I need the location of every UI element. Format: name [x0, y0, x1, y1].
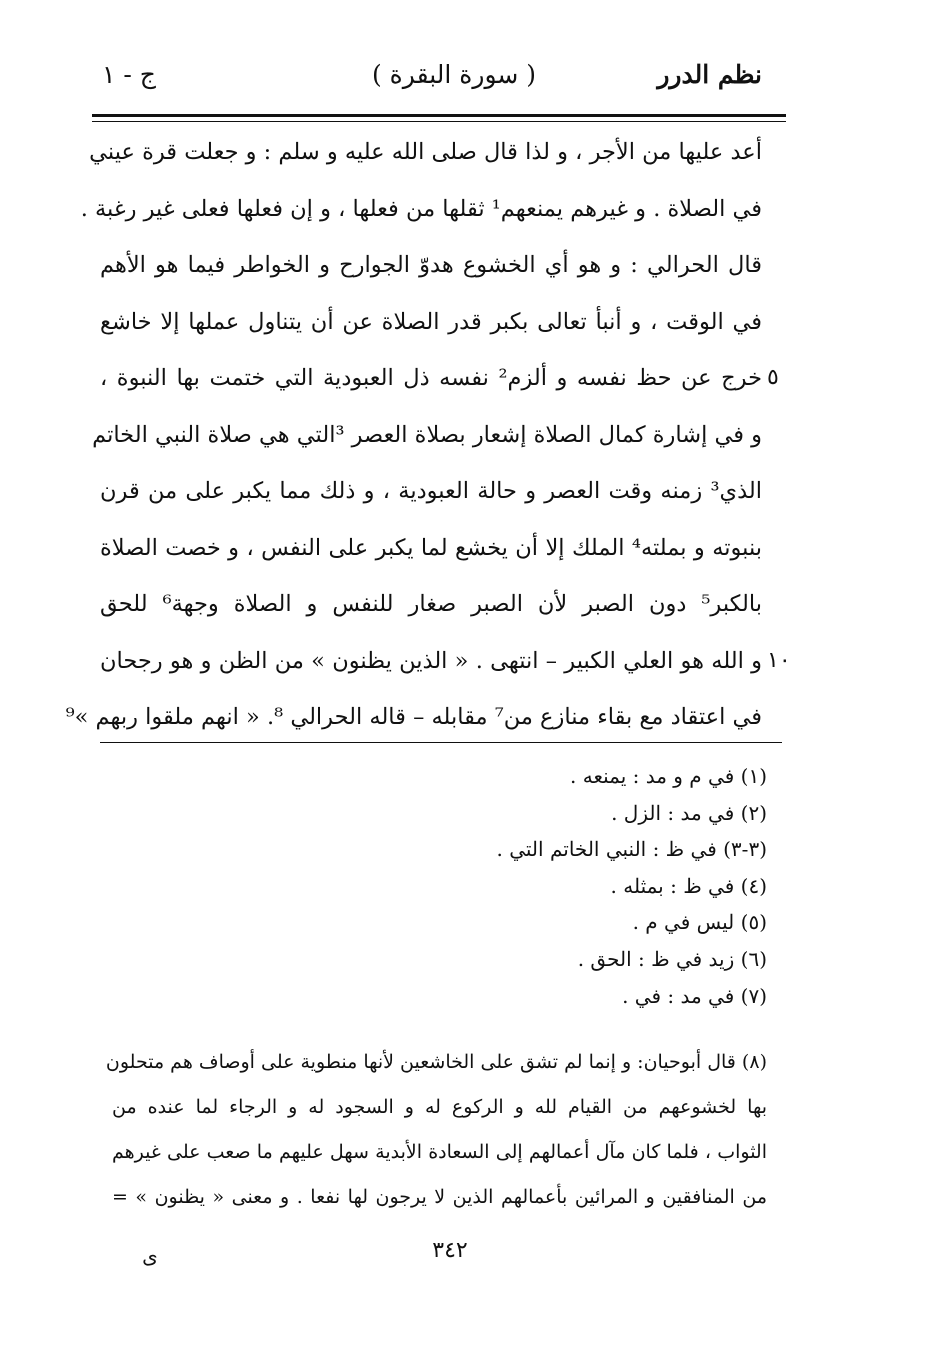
footnote-item: (٤) في ظ : بمثله . [610, 873, 767, 898]
footnote-line: من المنافقين و المرائين بأعمالهم الذين لا يرجون لها نفعا . و معنى « يظنون » = [112, 1186, 767, 1208]
text-line [100, 350, 779, 407]
footnote-item: (٣-٣) في ظ : النبي الخاتم التي . [496, 837, 767, 862]
line-text: بالكبر⁵ دون الصبر لأن الصبر صغار للنفس و الصلاة وجهة⁶ للحق [100, 591, 763, 617]
text-line [100, 237, 762, 294]
line-text: و الله هو العلي الكبير – انتهى . « الذين يظنون » من الظن و هو رجحان [100, 647, 762, 674]
signature-mark: ى [142, 1244, 158, 1268]
footnote-long [105, 1040, 767, 1220]
page-number: ٣٤٢ [432, 1238, 468, 1263]
text-line [89, 124, 762, 181]
running-surah-title: ( سورة البقرة ) [371, 60, 537, 89]
text-line [100, 294, 762, 351]
line-number: ١٠ [767, 647, 791, 673]
footnote-item: (٦) زيد في ظ : الحق . [577, 946, 767, 971]
text-line [100, 520, 762, 577]
header-rule-thick [92, 114, 786, 117]
line-text: في الصلاة . و غيرهم يمنعهم¹ ثقلها من فعلها ، و إن فعلها فعلى غير رغبة . [80, 195, 762, 222]
footnote-separator [100, 742, 782, 743]
footnote-line: بها لخشوعهم من القيام لله و الركوع له و السجود له و الرجاء لما عنده من [112, 1096, 767, 1118]
header-rule-thin [92, 121, 786, 122]
text-line [100, 576, 762, 633]
line-text: في اعتقاد مع بقاء منازع من⁷ مقابله – قاله الحرالي ⁸. « انهم ملقوا ربهم »⁹ [65, 704, 762, 730]
footnote-item: (٧) في مد : في . [622, 983, 767, 1008]
line-text: قال الحرالي : و هو أي الخشوع هدوّ الجوارح و الخواطر فيما هو الأهم [100, 252, 762, 278]
line-text: في الوقت ، و أنبأ تعالى بكبر قدر الصلاة عن أن يتناول عملها إلا خاشع [100, 308, 762, 335]
footnote-line: الثواب ، فلما كان مآل أعمالهم إلى السعادة الأبدية سهل عليهم ما صعب على غيرهم [112, 1141, 767, 1163]
text-line [100, 633, 791, 690]
running-book-title: نظم الدرر [657, 60, 762, 89]
running-part-number: ج - ١ [102, 60, 156, 89]
text-line [92, 407, 762, 464]
line-text: بنبوته و بملته⁴ الملك إلا أن يخشع لما يكبر على النفس ، و خصت الصلاة [100, 534, 762, 561]
text-line [65, 689, 762, 746]
main-text-block [65, 124, 791, 746]
line-number: ٥ [767, 365, 779, 390]
footnote-item: (٢) في مد : الزل . [611, 800, 767, 825]
line-text: خرج عن حظ نفسه و ألزم² نفسه ذل العبودية التي ختمت بها النبوة ، [100, 365, 762, 391]
text-line [100, 463, 762, 520]
line-text: أعد عليها من الأجر ، و لذا قال صلى الله عليه و سلم : و جعلت قرة عيني [89, 139, 762, 165]
footnote-item: (٥) ليس في م . [632, 910, 767, 935]
footnote-line: (٨) قال أبوحيان: و إنما لم تشق على الخاشعين لأنها منطوية على أوصاف هم متحلون [105, 1051, 767, 1073]
footnote-item: (١) في م و مد : يمنعه . [570, 764, 767, 788]
footnotes-list [497, 758, 767, 1014]
line-text: الذي³ زمنه وقت العصر و حالة العبودية ، و ذلك مما يكبر على من قرن [100, 478, 762, 504]
text-line [80, 181, 762, 238]
line-text: و في إشارة كمال الصلاة إشعار بصلاة العصر ³التي هي صلاة النبي الخاتم [92, 421, 762, 448]
